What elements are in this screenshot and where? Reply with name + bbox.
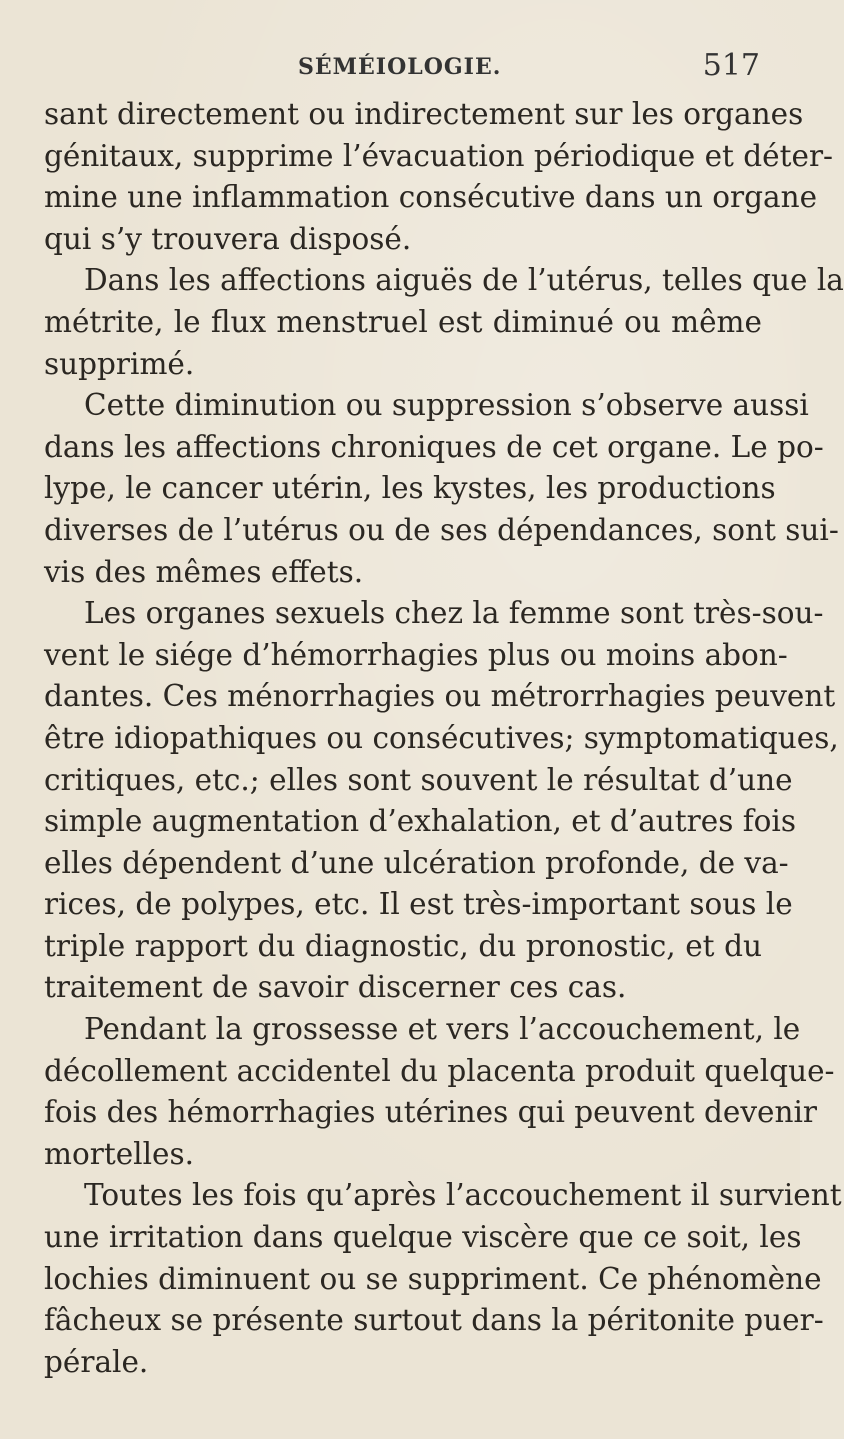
text-line: fois des hémorrhagies utérines qui peuvent devenir (44, 1095, 817, 1130)
running-title: SÉMÉIOLOGIE. (298, 54, 502, 80)
page-number: 517 (702, 48, 760, 83)
text-line: génitaux, supprime l’évacuation périodique et déter- (44, 138, 834, 173)
text-line: Les organes sexuels chez la femme sont très-sou- (84, 596, 824, 631)
text-line: elles dépendent d’une ulcération profonde, de va- (44, 845, 789, 880)
text-line: simple augmentation d’exhalation, et d’autres fois (44, 804, 796, 839)
text-line: pérale. (44, 1344, 149, 1379)
text-line: triple rapport du diagnostic, du pronostic, et du (44, 928, 762, 963)
text-line: dantes. Ces ménorrhagies ou métrorrhagies peuvent (44, 679, 836, 714)
running-head (44, 44, 762, 88)
text-line: être idiopathiques ou consécutives; symptomatiques, (44, 720, 839, 755)
text-line: mortelles. (44, 1136, 194, 1171)
text-line: rices, de polypes, etc. Il est très-important sous le (44, 887, 793, 922)
text-line: Dans les affections aiguës de l’utérus, telles que la (84, 263, 844, 298)
text-line: traitement de savoir discerner ces cas. (44, 970, 627, 1005)
text-line: qui s’y trouvera disposé. (44, 221, 412, 256)
text-line: vent le siége d’hémorrhagies plus ou moins abon- (44, 637, 788, 672)
text-line: vis des mêmes effets. (44, 554, 364, 589)
text-line: sant directement ou indirectement sur les organes (44, 97, 804, 131)
text-line: Pendant la grossesse et vers l’accouchement, le (84, 1012, 801, 1047)
text-line: mine une inflammation consécutive dans un organe (44, 180, 818, 215)
text-line: supprimé. (44, 346, 195, 381)
text-line: décollement accidentel du placenta produit quelque- (44, 1053, 835, 1088)
text-line: fâcheux se présente surtout dans la péritonite puer- (44, 1303, 824, 1338)
text-line: métrite, le flux menstruel est diminué ou même (44, 304, 762, 339)
text-line: lochies diminuent ou se suppriment. Ce phénomène (44, 1261, 822, 1296)
text-line: Toutes les fois qu’après l’accouchement il survient (84, 1178, 842, 1213)
text-line: Cette diminution ou suppression s’observe aussi (84, 388, 809, 423)
text-line: dans les affections chroniques de cet organe. Le po- (44, 429, 824, 464)
text-line: critiques, etc.; elles sont souvent le résultat d’une (44, 762, 793, 797)
text-line: une irritation dans quelque viscère que ce soit, les (44, 1220, 802, 1255)
body-text (44, 94, 844, 1383)
text-line: diverses de l’utérus ou de ses dépendances, sont sui- (44, 512, 839, 547)
text-line: lype, le cancer utérin, les kystes, les productions (44, 471, 776, 506)
